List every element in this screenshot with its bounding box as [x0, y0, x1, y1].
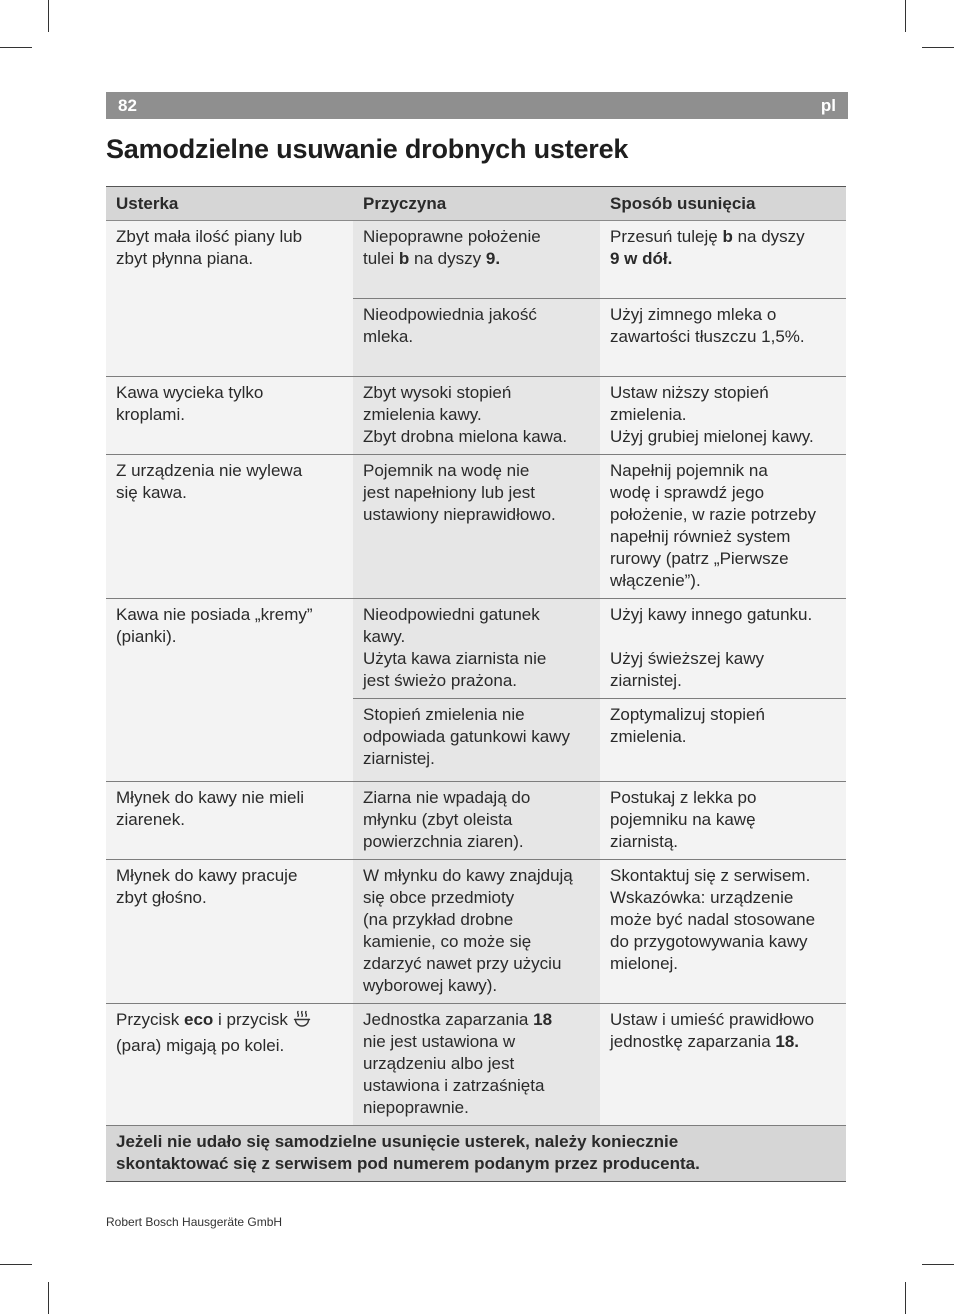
service-note: Jeżeli nie udało się samodzielne usunięcie usterek, należy koniecznie skontaktować się z serwisem pod numerem podanym przez producenta. — [106, 1126, 846, 1182]
cause-cell: W młynku do kawy znajdują się obce przedmioty (na przykład drobne kamienie, co może się zdarzyć nawet przy użyciu wyborowej kawy). — [353, 860, 600, 1004]
crop-mark — [922, 47, 954, 48]
page-header-bar — [106, 92, 848, 119]
language-code: pl — [820, 95, 836, 115]
fix-cell: Ustaw niższy stopień zmielenia. Użyj grubiej mielonej kawy. — [600, 377, 846, 455]
fix-cell: Użyj kawy innego gatunku. Użyj świeższej kawy ziarnistej. — [600, 599, 846, 699]
footer-company: Robert Bosch Hausgeräte GmbH — [106, 1215, 283, 1229]
table-row — [106, 599, 846, 699]
crop-mark — [48, 0, 49, 32]
cause-cell: Ziarna nie wpadają do młynku (zbyt oleista powierzchnia ziaren). — [353, 782, 600, 860]
cause-cell: Pojemnik na wodę nie jest napełniony lub jest ustawiony nieprawidłowo. — [353, 455, 600, 599]
page-number: 82 — [118, 95, 137, 115]
cause-cell: Niepoprawne położenie tulei b na dyszy 9. — [353, 221, 600, 299]
table-row — [106, 221, 846, 299]
problem-cell: Kawa nie posiada „kremy” (pianki). — [106, 599, 353, 782]
problem-cell: Przycisk eco i przycisk (para) migają po kolei. — [106, 1004, 353, 1126]
troubleshooting-table — [106, 186, 846, 1182]
cause-cell: Jednostka zaparzania 18 nie jest ustawiona w urządzeniu albo jest ustawiona i zatrzaśnięta niepoprawnie. — [353, 1004, 600, 1126]
problem-cell: Młynek do kawy pracuje zbyt głośno. — [106, 860, 353, 1004]
crop-mark — [922, 1264, 954, 1265]
fix-cell: Ustaw i umieść prawidłowo jednostkę zaparzania 18. — [600, 1004, 846, 1126]
column-header-fix: Sposób usunięcia — [600, 187, 846, 221]
table-row — [106, 377, 846, 455]
table-row — [106, 782, 846, 860]
cause-cell: Zbyt wysoki stopień zmielenia kawy. Zbyt drobna mielona kawa. — [353, 377, 600, 455]
crop-mark — [905, 1282, 906, 1314]
problem-cell: Zbyt mała ilość piany lub zbyt płynna piana. — [106, 221, 353, 377]
crop-mark — [0, 1264, 32, 1265]
fix-cell: Napełnij pojemnik na wodę i sprawdź jego położenie, w razie potrzeby napełnij również system rurowy (patrz „Pierwsze włączenie”). — [600, 455, 846, 599]
table-header-row — [106, 187, 846, 221]
problem-cell: Młynek do kawy nie mieli ziarenek. — [106, 782, 353, 860]
crop-mark — [905, 0, 906, 32]
column-header-cause: Przyczyna — [353, 187, 600, 221]
service-note-row — [106, 1126, 846, 1182]
table-row — [106, 860, 846, 1004]
fix-cell: Przesuń tuleję b na dyszy 9 w dół. — [600, 221, 846, 299]
problem-cell: Z urządzenia nie wylewa się kawa. — [106, 455, 353, 599]
crop-mark — [0, 47, 32, 48]
table-row — [106, 1004, 846, 1126]
steam-icon — [292, 1009, 312, 1035]
cause-cell: Stopień zmielenia nie odpowiada gatunkowi kawy ziarnistej. — [353, 699, 600, 782]
problem-cell: Kawa wycieka tylko kroplami. — [106, 377, 353, 455]
fix-cell: Skontaktuj się z serwisem. Wskazówka: urządzenie może być nadal stosowane do przygotowywania kawy mielonej. — [600, 860, 846, 1004]
column-header-problem: Usterka — [106, 187, 353, 221]
fix-cell: Postukaj z lekka po pojemniku na kawę ziarnistą. — [600, 782, 846, 860]
crop-mark — [48, 1282, 49, 1314]
table-row — [106, 455, 846, 599]
page-title: Samodzielne usuwanie drobnych usterek — [106, 134, 629, 164]
fix-cell: Użyj zimnego mleka o zawartości tłuszczu 1,5%. — [600, 299, 846, 377]
fix-cell: Zoptymalizuj stopień zmielenia. — [600, 699, 846, 782]
cause-cell: Nieodpowiednia jakość mleka. — [353, 299, 600, 377]
cause-cell: Nieodpowiedni gatunek kawy. Użyta kawa ziarnista nie jest świeżo prażona. — [353, 599, 600, 699]
